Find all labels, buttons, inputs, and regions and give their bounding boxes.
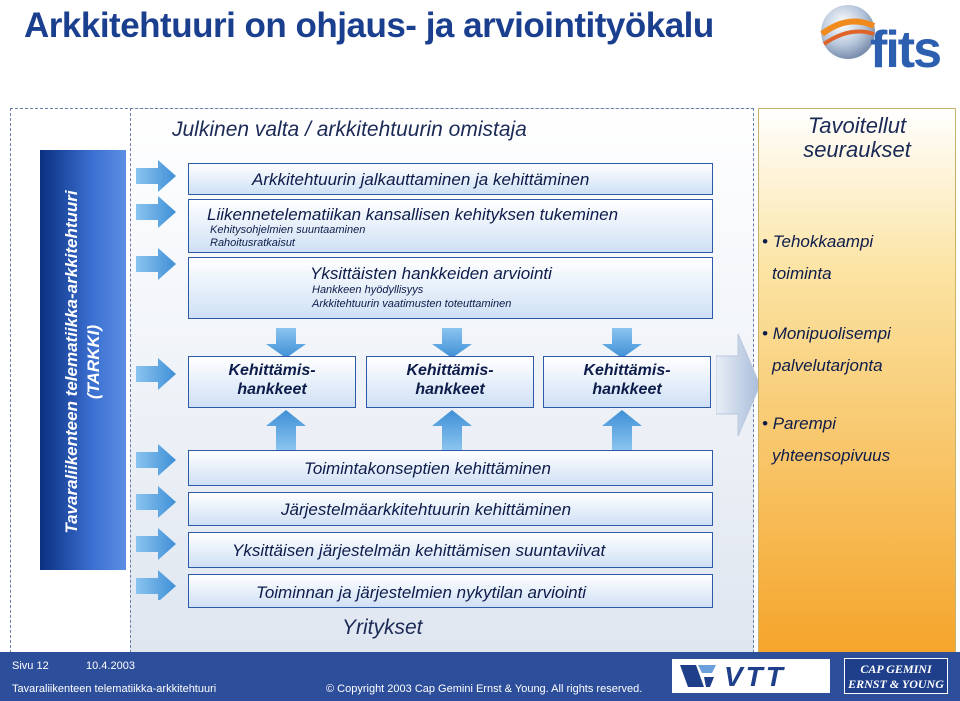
big-arrow-right-icon xyxy=(716,330,762,440)
result-item-3-line2: yhteensopivuus xyxy=(772,446,891,465)
arrow-right-icon xyxy=(136,160,176,192)
capgemini-line2: ERNST & YOUNG xyxy=(848,677,944,691)
box-yksittaisten-bullet1: Hankkeen hyödyllisyys xyxy=(312,284,424,296)
arrow-up-icon xyxy=(602,410,642,450)
arrow-up-icon xyxy=(266,410,306,450)
arrow-right-icon xyxy=(136,444,176,476)
kehittamis-box-1-line1: Kehittämis- xyxy=(228,362,316,379)
result-item-1-line1: • Tehokkaampi xyxy=(762,232,874,251)
result-item-3-line1: • Parempi xyxy=(762,414,836,433)
box-liikenne-bullet2: Rahoitusratkaisut xyxy=(210,237,295,249)
arrow-right-icon xyxy=(136,196,176,228)
arrow-right-icon xyxy=(136,486,176,518)
arrow-down-icon xyxy=(602,328,642,358)
results-title-line1: Tavoitellut xyxy=(807,113,907,138)
result-item-1-line2: toiminta xyxy=(772,264,832,283)
box-toimintakonseptien-label: Toimintakonseptien kehittäminen xyxy=(304,459,551,478)
arrow-right-icon xyxy=(136,528,176,560)
arrow-down-icon xyxy=(266,328,306,358)
result-item-2-line2: palvelutarjonta xyxy=(772,356,883,375)
footer-page: Sivu 12 xyxy=(12,660,49,672)
left-bar-line1: Tavaraliikenteen telematiikka-arkkitehtuuri xyxy=(62,190,81,534)
capgemini-line1: CAP GEMINI xyxy=(860,662,932,676)
kehittamis-box-3-line1: Kehittämis- xyxy=(583,362,671,379)
results-title xyxy=(758,114,956,162)
kehittamis-box-3 xyxy=(543,356,711,408)
owner-heading: Julkinen valta / arkkitehtuurin omistaja xyxy=(172,118,527,141)
companies-label: Yritykset xyxy=(342,616,423,639)
result-item-3 xyxy=(762,408,890,472)
page-title: Arkkitehtuuri on ohjaus- ja arviointityökalu xyxy=(24,6,714,45)
box-yksittaisten-bullet2: Arkkitehtuurin vaatimusten toteuttaminen xyxy=(312,298,512,310)
arrow-right-icon xyxy=(136,358,176,390)
result-item-1 xyxy=(762,226,873,290)
kehittamis-box-2-line2: hankkeet xyxy=(415,381,485,398)
box-suuntaviivat-label: Yksittäisen järjestelmän kehittämisen suuntaviivat xyxy=(232,541,606,560)
fits-logo-text: fits xyxy=(870,21,940,79)
result-item-2 xyxy=(762,318,891,382)
fits-logo xyxy=(808,4,958,84)
box-liikenne-title: Liikennetelematiikan kansallisen kehityksen tukeminen xyxy=(207,205,619,224)
results-title-line2: seuraukset xyxy=(803,137,911,162)
kehittamis-box-3-line2: hankkeet xyxy=(592,381,662,398)
kehittamis-box-2-line1: Kehittämis- xyxy=(406,362,494,379)
result-item-2-line1: • Monipuolisempi xyxy=(762,324,891,343)
kehittamis-box-1-line2: hankkeet xyxy=(237,381,307,398)
left-arrows xyxy=(132,160,180,600)
arrow-right-icon xyxy=(136,570,176,600)
vtt-emblem-icon xyxy=(676,661,720,691)
left-bar-line2: (TARKKI) xyxy=(84,324,103,400)
kehittamis-box-1 xyxy=(188,356,356,408)
box-jalkauttaminen-label: Arkkitehtuurin jalkauttaminen ja kehittäminen xyxy=(252,170,590,189)
footer-date: 10.4.2003 xyxy=(86,660,135,672)
box-jarjestelma-label: Järjestelmäarkkitehtuurin kehittäminen xyxy=(281,500,572,519)
arrow-down-icon xyxy=(432,328,472,358)
arrow-up-icon xyxy=(432,410,472,450)
capgemini-logo xyxy=(844,658,948,694)
footer-project: Tavaraliikenteen telematiikka-arkkitehtuuri xyxy=(12,683,217,695)
arrow-right-icon xyxy=(136,248,176,280)
box-liikenne-bullet1: Kehitysohjelmien suuntaaminen xyxy=(210,224,366,236)
box-nykytila-label: Toiminnan ja järjestelmien nykytilan arviointi xyxy=(256,583,587,602)
vtt-logo xyxy=(672,659,830,693)
box-yksittaisten-title: Yksittäisten hankkeiden arviointi xyxy=(310,264,552,283)
left-bar-label xyxy=(61,152,105,572)
kehittamis-box-2 xyxy=(366,356,534,408)
vtt-logo-text: VTT xyxy=(724,661,786,692)
footer-copyright: © Copyright 2003 Cap Gemini Ernst & Young. All rights reserved. xyxy=(326,683,643,695)
